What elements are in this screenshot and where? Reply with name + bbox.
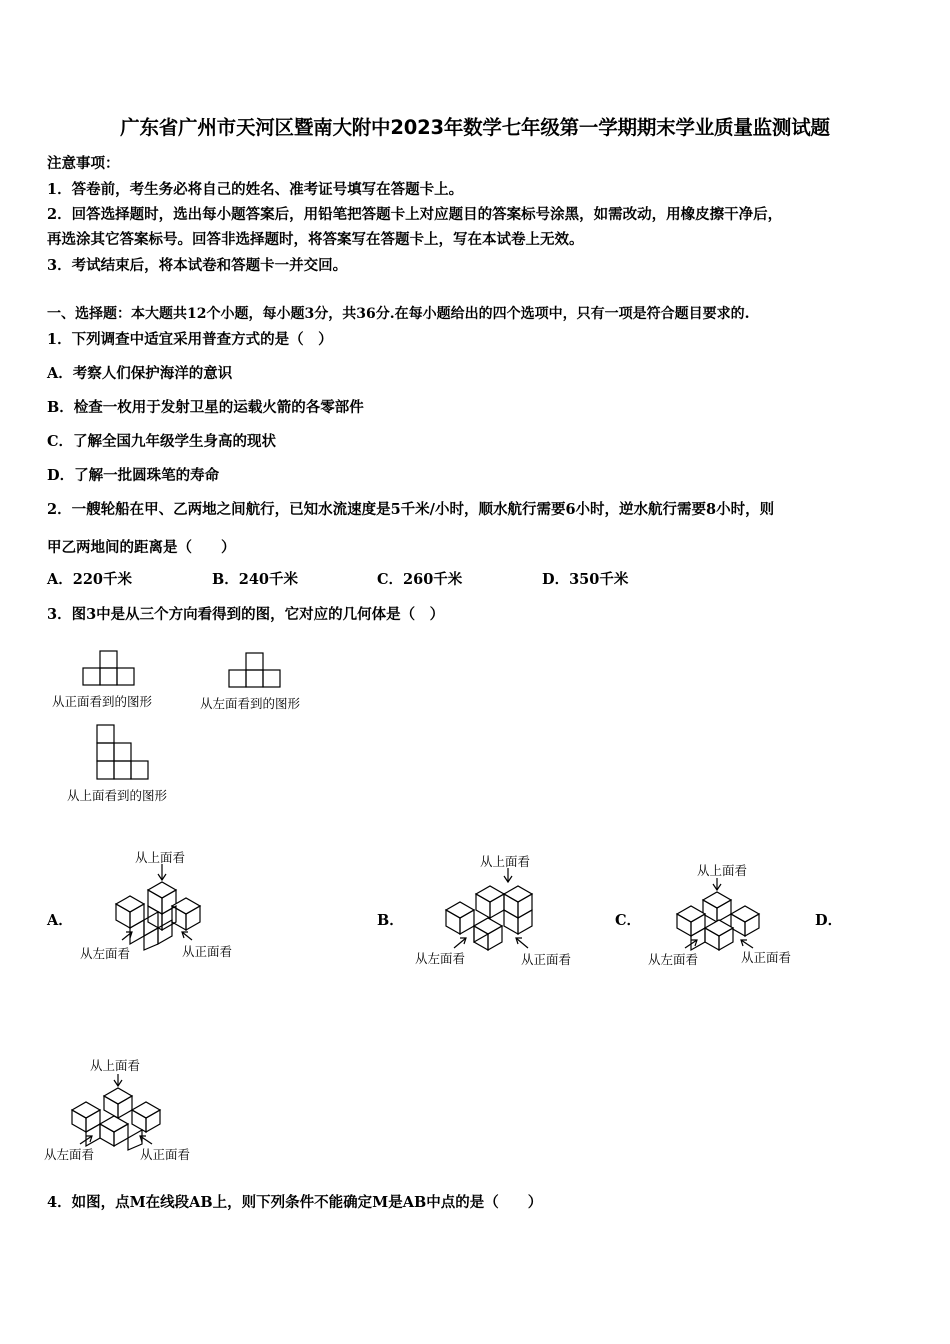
d-view-top-label: 从上面看 [90,1058,141,1073]
q2-option-b: B．240千米 [212,571,299,588]
d-view-front-label: 从正面看 [140,1147,191,1162]
top-view-label: 从上面看到的图形 [67,788,168,803]
q1-option-c: C．了解全国九年级学生身高的现状 [47,433,277,450]
q1-option-a: A．考察人们保护海洋的意识 [47,365,233,382]
left-view-label: 从左面看到的图形 [200,696,301,711]
c-view-left-label: 从左面看 [648,952,699,967]
option-c-solid [675,876,785,956]
c-view-top-label: 从上面看 [697,863,748,878]
front-view-figure [82,650,142,690]
section-heading: 一、选择题：本大题共12个小题，每小题3分，共36分.在每小题给出的四个选项中，只有一项是符合题目要求的. [47,306,750,322]
q1-option-b: B．检查一枚用于发射卫星的运载火箭的各零部件 [47,399,364,416]
a-view-top-label: 从上面看 [135,850,186,865]
notice-item-1: 1．答卷前，考生务必将自己的姓名、准考证号填写在答题卡上。 [47,181,464,198]
b-view-left-label: 从左面看 [415,951,466,966]
left-view-figure [228,652,288,692]
q3-option-d: D． [815,912,843,929]
c-view-front-label: 从正面看 [741,950,792,965]
q2-option-c: C．260千米 [377,571,463,588]
b-view-front-label: 从正面看 [521,952,572,967]
notice-item-3: 3．考试结束后，将本试卷和答题卡一并交回。 [47,257,348,274]
option-b-solid [442,866,552,956]
notice-heading: 注意事项： [47,155,120,172]
notice-item-2: 2．回答选择题时，选出每小题答案后，用铅笔把答题卡上对应题目的答案标号涂黑，如需改动，用橡皮擦干净后， [47,206,783,223]
q4-stem: 4．如图，点M在线段AB上，则下列条件不能确定M是AB中点的是（ ） [47,1194,543,1211]
q1-stem: 1．下列调查中适宜采用普查方式的是（ ） [47,331,333,348]
q3-stem: 3．图3中是从三个方向看得到的图，它对应的几何体是（ ） [47,606,445,623]
q3-option-c: C． [615,912,642,929]
front-view-label: 从正面看到的图形 [52,694,153,709]
a-view-left-label: 从左面看 [80,946,131,961]
top-view-figure [96,724,156,784]
q3-option-a: A． [47,912,73,929]
notice-item-2-cont: 再选涂其它答案标号。回答非选择题时，将答案写在答题卡上，写在本试卷上无效。 [47,231,584,248]
q2-stem-cont: 甲乙两地间的距离是（ ） [47,539,236,556]
q2-stem: 2．一艘轮船在甲、乙两地之间航行，已知水流速度是5千米/小时，顺水航行需要6小时，逆水航行需要8小时，则 [47,501,775,518]
a-view-front-label: 从正面看 [182,944,233,959]
option-d-solid [68,1072,178,1152]
q2-option-d: D．350千米 [542,571,629,588]
q3-option-b: B． [377,912,404,929]
option-a-solid [110,862,220,952]
page-title: 广东省广州市天河区暨南大附中2023年数学七年级第一学期期末学业质量监测试题 [120,116,830,139]
q1-option-d: D．了解一批圆珠笔的寿命 [47,467,220,484]
q2-option-a: A．220千米 [47,571,133,588]
d-view-left-label: 从左面看 [44,1147,95,1162]
b-view-top-label: 从上面看 [480,854,531,869]
